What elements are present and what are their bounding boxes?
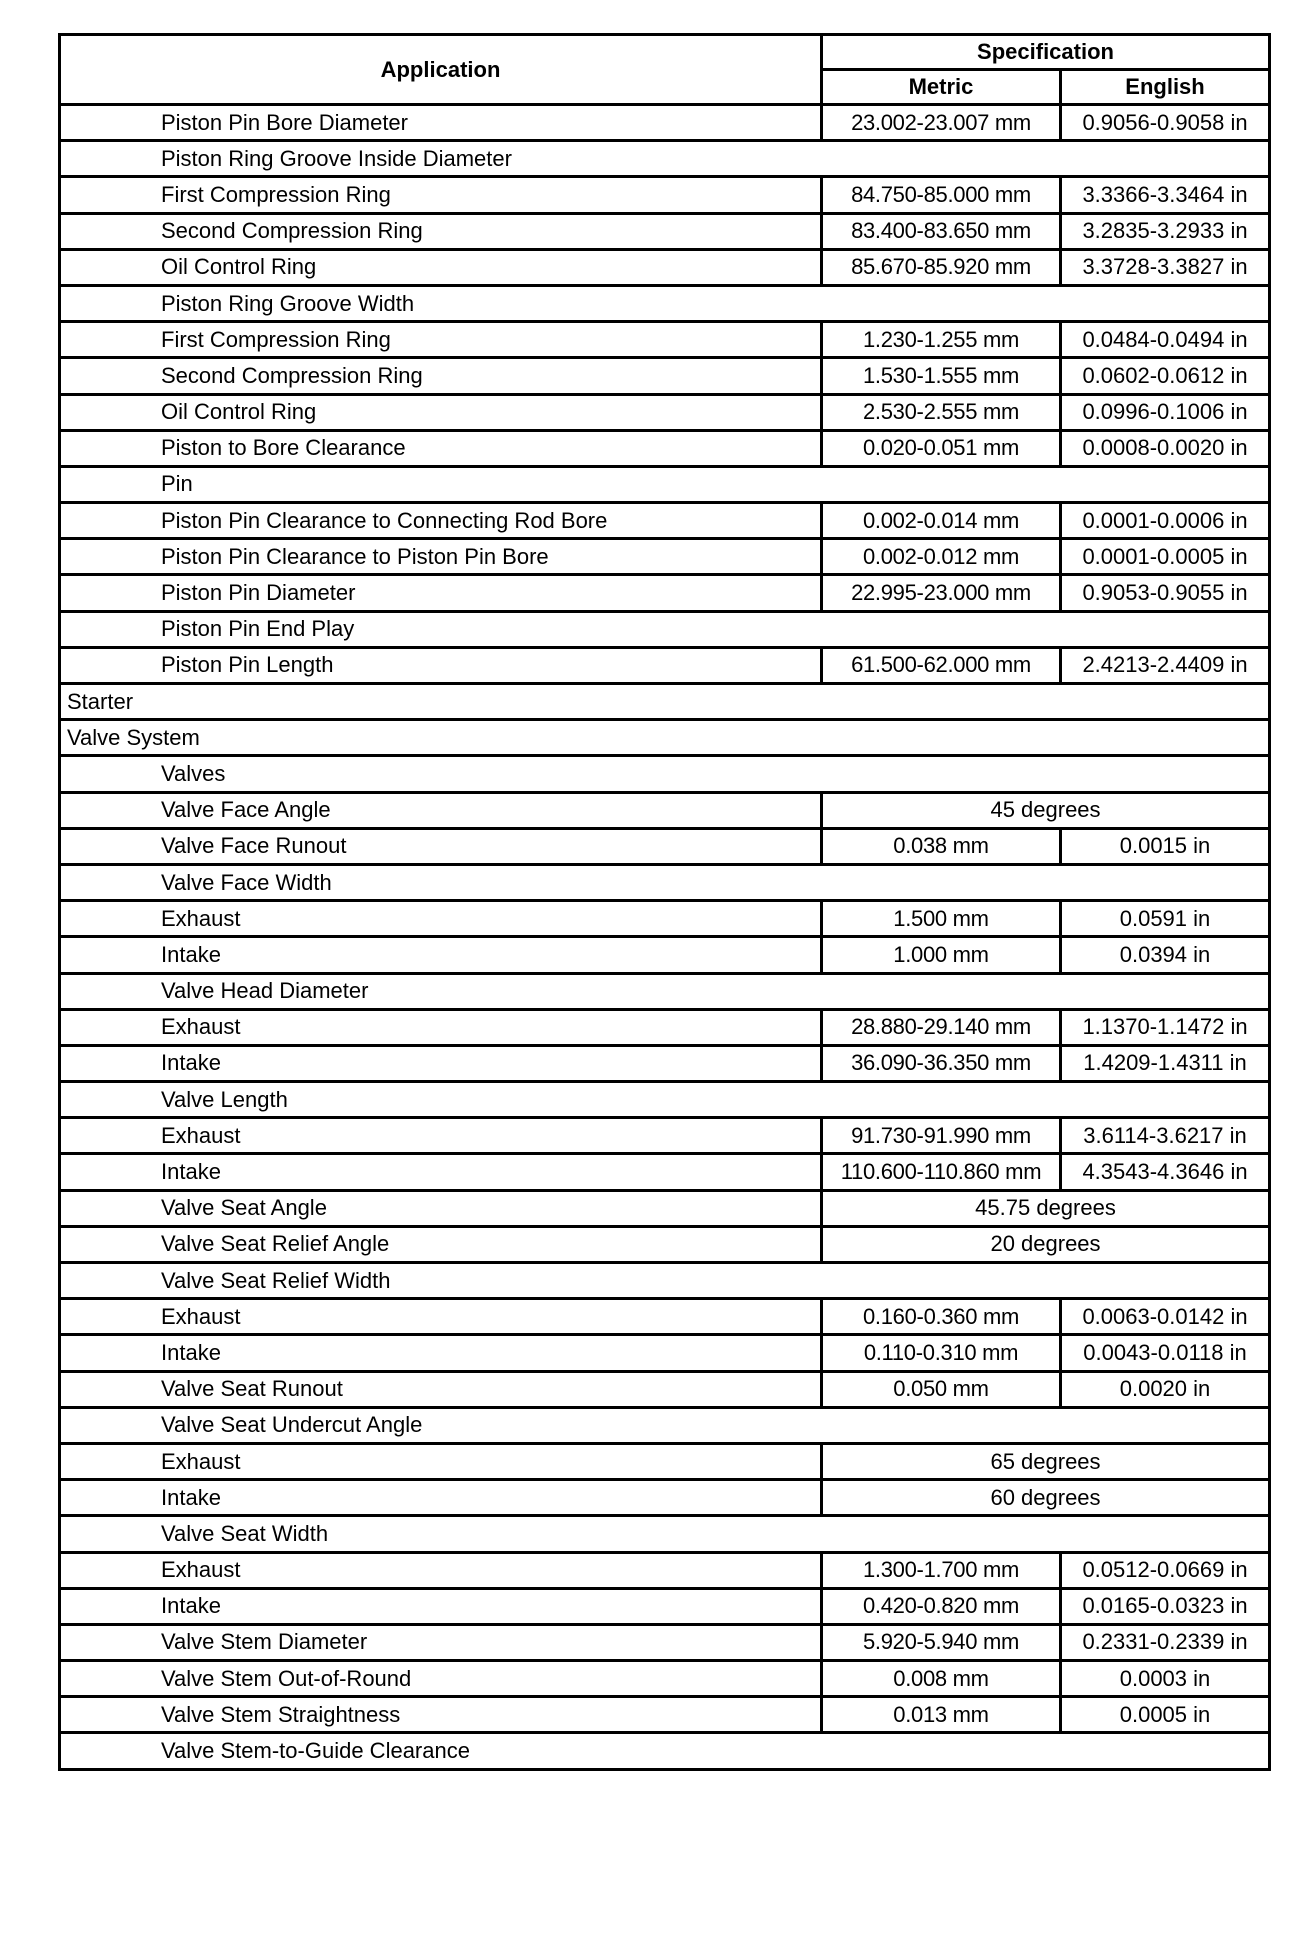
english-cell: 3.2835-3.2933 in	[1061, 213, 1270, 249]
metric-cell: 0.420-0.820 mm	[822, 1588, 1061, 1624]
metric-cell: 1.300-1.700 mm	[822, 1552, 1061, 1588]
application-cell: Valve Seat Runout	[60, 1371, 822, 1407]
section-heading-cell: Valve Stem-to-Guide Clearance	[60, 1733, 1270, 1769]
metric-cell: 36.090-36.350 mm	[822, 1045, 1061, 1081]
combined-spec-cell: 60 degrees	[822, 1480, 1270, 1516]
english-cell: 0.0020 in	[1061, 1371, 1270, 1407]
application-cell: Valve Seat Angle	[60, 1190, 822, 1226]
english-cell: 0.0063-0.0142 in	[1061, 1299, 1270, 1335]
table-row	[60, 285, 1270, 321]
table-row	[60, 1082, 1270, 1118]
table-row	[60, 1226, 1270, 1262]
table-row	[60, 611, 1270, 647]
english-cell: 1.1370-1.1472 in	[1061, 1009, 1270, 1045]
table-row	[60, 466, 1270, 502]
application-cell: Valve Face Runout	[60, 828, 822, 864]
table-row	[60, 864, 1270, 900]
english-cell: 0.0005 in	[1061, 1697, 1270, 1733]
english-cell: 2.4213-2.4409 in	[1061, 647, 1270, 683]
table-row	[60, 1371, 1270, 1407]
application-cell: Intake	[60, 1480, 822, 1516]
english-cell: 0.0996-0.1006 in	[1061, 394, 1270, 430]
table-row	[60, 1697, 1270, 1733]
table-row	[60, 358, 1270, 394]
application-cell: Exhaust	[60, 1118, 822, 1154]
english-cell: 0.0591 in	[1061, 901, 1270, 937]
table-row	[60, 1299, 1270, 1335]
metric-header: Metric	[822, 70, 1061, 105]
metric-cell: 0.050 mm	[822, 1371, 1061, 1407]
metric-cell: 5.920-5.940 mm	[822, 1624, 1061, 1660]
english-cell: 4.3543-4.3646 in	[1061, 1154, 1270, 1190]
metric-cell: 61.500-62.000 mm	[822, 647, 1061, 683]
table-row	[60, 1480, 1270, 1516]
table-header	[60, 35, 1270, 105]
section-heading-cell: Valve System	[60, 720, 1270, 756]
english-cell: 0.0043-0.0118 in	[1061, 1335, 1270, 1371]
application-cell: Second Compression Ring	[60, 358, 822, 394]
application-cell: Intake	[60, 937, 822, 973]
application-cell: Piston to Bore Clearance	[60, 430, 822, 466]
application-cell: Intake	[60, 1335, 822, 1371]
english-cell: 0.0001-0.0005 in	[1061, 539, 1270, 575]
table-row	[60, 684, 1270, 720]
english-cell: 0.0484-0.0494 in	[1061, 322, 1270, 358]
table-row	[60, 1154, 1270, 1190]
application-cell: Piston Pin Diameter	[60, 575, 822, 611]
metric-cell: 1.230-1.255 mm	[822, 322, 1061, 358]
table-row	[60, 1552, 1270, 1588]
table-row	[60, 1661, 1270, 1697]
application-cell: Intake	[60, 1045, 822, 1081]
application-cell: Intake	[60, 1588, 822, 1624]
metric-cell: 84.750-85.000 mm	[822, 177, 1061, 213]
table-row	[60, 105, 1270, 141]
table-row	[60, 177, 1270, 213]
table-row	[60, 1624, 1270, 1660]
english-cell: 0.0008-0.0020 in	[1061, 430, 1270, 466]
table-row	[60, 720, 1270, 756]
application-cell: Exhaust	[60, 901, 822, 937]
table-row	[60, 792, 1270, 828]
metric-cell: 1.000 mm	[822, 937, 1061, 973]
table-row	[60, 1263, 1270, 1299]
section-heading-cell: Valve Length	[60, 1082, 1270, 1118]
application-header: Application	[60, 35, 822, 105]
metric-cell: 0.013 mm	[822, 1697, 1061, 1733]
section-heading-cell: Starter	[60, 684, 1270, 720]
application-cell: Exhaust	[60, 1009, 822, 1045]
table-row	[60, 1335, 1270, 1371]
english-cell: 0.0602-0.0612 in	[1061, 358, 1270, 394]
metric-cell: 0.038 mm	[822, 828, 1061, 864]
application-cell: Valve Seat Relief Angle	[60, 1226, 822, 1262]
english-cell: 0.2331-0.2339 in	[1061, 1624, 1270, 1660]
application-cell: Valve Face Angle	[60, 792, 822, 828]
english-cell: 3.3728-3.3827 in	[1061, 249, 1270, 285]
section-heading-cell: Valve Seat Undercut Angle	[60, 1407, 1270, 1443]
application-cell: Piston Pin Clearance to Piston Pin Bore	[60, 539, 822, 575]
application-cell: Valve Stem Diameter	[60, 1624, 822, 1660]
metric-cell: 28.880-29.140 mm	[822, 1009, 1061, 1045]
section-heading-cell: Valve Face Width	[60, 864, 1270, 900]
application-cell: First Compression Ring	[60, 322, 822, 358]
table-row	[60, 394, 1270, 430]
table-row	[60, 1190, 1270, 1226]
table-row	[60, 937, 1270, 973]
table-row	[60, 901, 1270, 937]
english-header: English	[1061, 70, 1270, 105]
table-body	[60, 105, 1270, 1770]
metric-cell: 0.002-0.014 mm	[822, 503, 1061, 539]
table-row	[60, 1443, 1270, 1479]
table-row	[60, 430, 1270, 466]
section-heading-cell: Valve Seat Width	[60, 1516, 1270, 1552]
metric-cell: 0.020-0.051 mm	[822, 430, 1061, 466]
combined-spec-cell: 20 degrees	[822, 1226, 1270, 1262]
metric-cell: 23.002-23.007 mm	[822, 105, 1061, 141]
section-heading-cell: Piston Pin End Play	[60, 611, 1270, 647]
english-cell: 1.4209-1.4311 in	[1061, 1045, 1270, 1081]
combined-spec-cell: 65 degrees	[822, 1443, 1270, 1479]
table-row	[60, 1009, 1270, 1045]
metric-cell: 0.110-0.310 mm	[822, 1335, 1061, 1371]
combined-spec-cell: 45 degrees	[822, 792, 1270, 828]
metric-cell: 91.730-91.990 mm	[822, 1118, 1061, 1154]
section-heading-cell: Valves	[60, 756, 1270, 792]
metric-cell: 1.530-1.555 mm	[822, 358, 1061, 394]
metric-cell: 0.008 mm	[822, 1661, 1061, 1697]
table-row	[60, 141, 1270, 177]
table-row	[60, 249, 1270, 285]
english-cell: 0.0512-0.0669 in	[1061, 1552, 1270, 1588]
section-heading-cell: Valve Head Diameter	[60, 973, 1270, 1009]
section-heading-cell: Valve Seat Relief Width	[60, 1263, 1270, 1299]
application-cell: Valve Stem Straightness	[60, 1697, 822, 1733]
application-cell: Piston Pin Length	[60, 647, 822, 683]
english-cell: 3.3366-3.3464 in	[1061, 177, 1270, 213]
table-row	[60, 539, 1270, 575]
application-cell: First Compression Ring	[60, 177, 822, 213]
english-cell: 3.6114-3.6217 in	[1061, 1118, 1270, 1154]
specification-table	[58, 33, 1271, 1771]
table-row	[60, 756, 1270, 792]
table-row	[60, 575, 1270, 611]
metric-cell: 22.995-23.000 mm	[822, 575, 1061, 611]
metric-cell: 0.160-0.360 mm	[822, 1299, 1061, 1335]
application-cell: Exhaust	[60, 1299, 822, 1335]
application-cell: Exhaust	[60, 1552, 822, 1588]
application-cell: Valve Stem Out-of-Round	[60, 1661, 822, 1697]
english-cell: 0.9053-0.9055 in	[1061, 575, 1270, 611]
metric-cell: 0.002-0.012 mm	[822, 539, 1061, 575]
table-row	[60, 828, 1270, 864]
application-cell: Oil Control Ring	[60, 249, 822, 285]
table-row	[60, 503, 1270, 539]
metric-cell: 110.600-110.860 mm	[822, 1154, 1061, 1190]
english-cell: 0.0003 in	[1061, 1661, 1270, 1697]
application-cell: Second Compression Ring	[60, 213, 822, 249]
application-cell: Piston Pin Bore Diameter	[60, 105, 822, 141]
application-cell: Oil Control Ring	[60, 394, 822, 430]
metric-cell: 85.670-85.920 mm	[822, 249, 1061, 285]
english-cell: 0.0015 in	[1061, 828, 1270, 864]
section-heading-cell: Piston Ring Groove Width	[60, 285, 1270, 321]
english-cell: 0.9056-0.9058 in	[1061, 105, 1270, 141]
table-row	[60, 973, 1270, 1009]
table-row	[60, 1045, 1270, 1081]
english-cell: 0.0394 in	[1061, 937, 1270, 973]
application-cell: Piston Pin Clearance to Connecting Rod Bore	[60, 503, 822, 539]
metric-cell: 83.400-83.650 mm	[822, 213, 1061, 249]
combined-spec-cell: 45.75 degrees	[822, 1190, 1270, 1226]
table-row	[60, 322, 1270, 358]
application-cell: Intake	[60, 1154, 822, 1190]
specification-header: Specification	[822, 35, 1270, 70]
table-row	[60, 213, 1270, 249]
section-heading-cell: Piston Ring Groove Inside Diameter	[60, 141, 1270, 177]
table-row	[60, 1407, 1270, 1443]
section-heading-cell: Pin	[60, 466, 1270, 502]
table-row	[60, 1516, 1270, 1552]
table-row	[60, 1118, 1270, 1154]
table-row	[60, 1733, 1270, 1769]
english-cell: 0.0001-0.0006 in	[1061, 503, 1270, 539]
table-row	[60, 1588, 1270, 1624]
application-cell: Exhaust	[60, 1443, 822, 1479]
metric-cell: 1.500 mm	[822, 901, 1061, 937]
table-row	[60, 647, 1270, 683]
metric-cell: 2.530-2.555 mm	[822, 394, 1061, 430]
english-cell: 0.0165-0.0323 in	[1061, 1588, 1270, 1624]
